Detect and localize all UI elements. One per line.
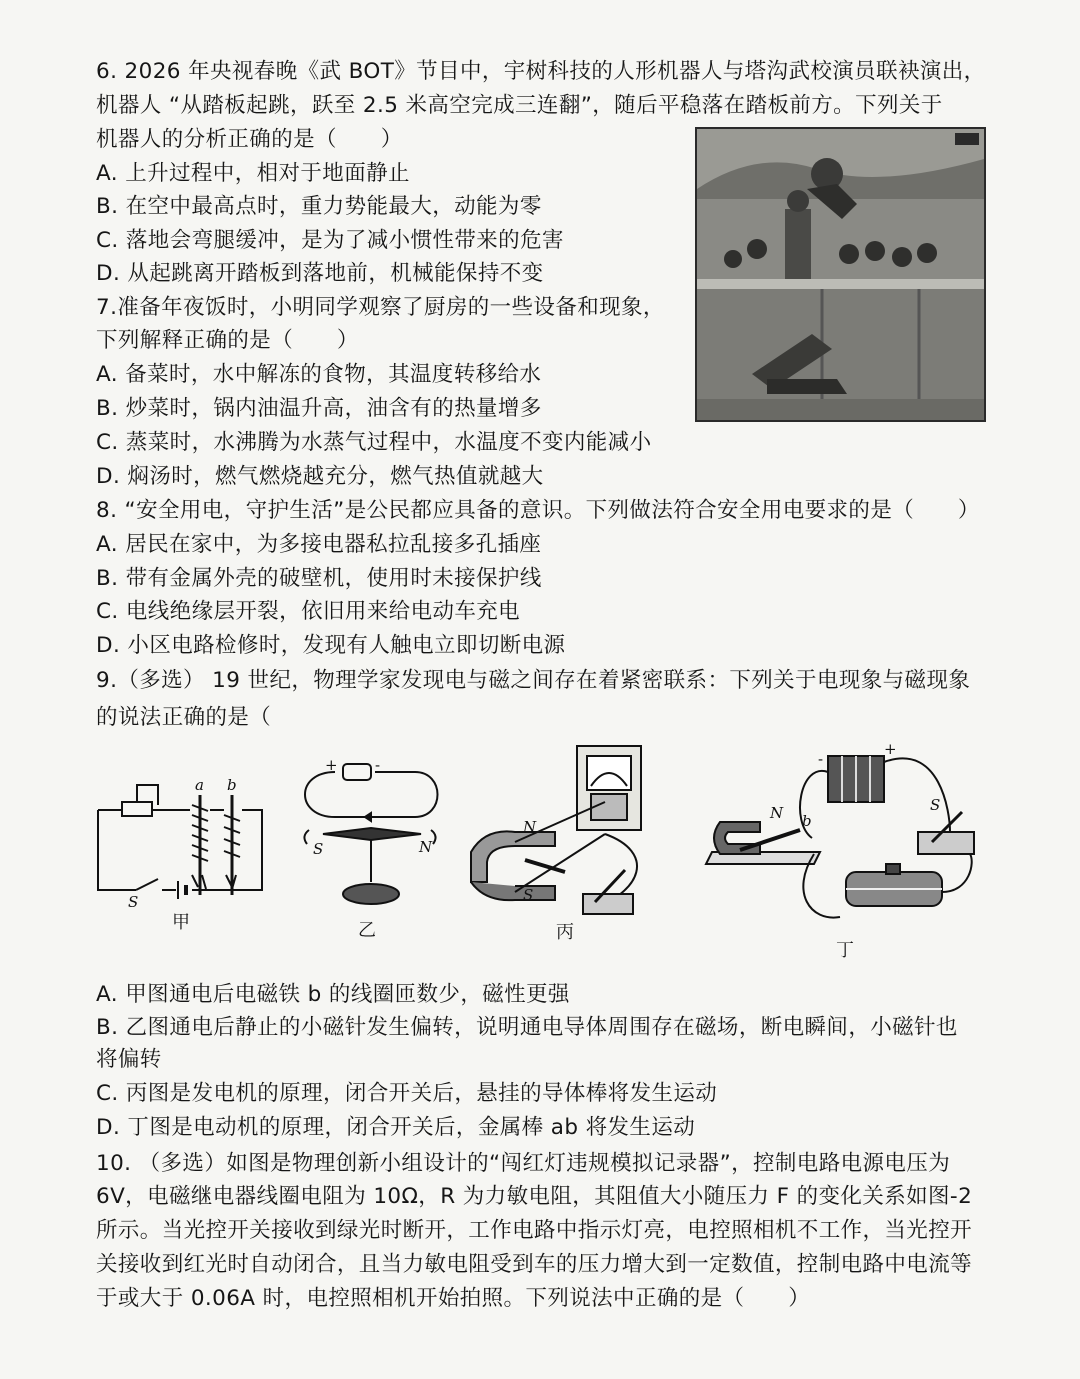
- q10-stem-line-4: 关接收到红光时自动闭合，且当力敏电阻受到车的压力增大到一定数值，控制电路中电流等: [96, 1252, 973, 1277]
- figure-bing-caption: 丙: [556, 922, 574, 943]
- q7-stem-line-2: 下列解释正确的是（ ）: [96, 328, 359, 353]
- q6-option-a: A. 上升过程中，相对于地面静止: [96, 161, 410, 186]
- q10-stem-line-2: 6V，电磁继电器线圈电阻为 10Ω，R 为力敏电阻，其阻值大小随压力 F 的变化关系如图-2: [96, 1184, 973, 1209]
- figure-bing-label-s: S: [523, 886, 534, 904]
- q9-stem-line-2: 的说法正确的是（: [96, 705, 272, 730]
- figure-bing-induction-setup: [465, 742, 675, 922]
- q8-option-c: C. 电线绝缘层开裂，依旧用来给电动车充电: [96, 599, 521, 624]
- q6-stem-line-3: 机器人的分析正确的是（ ）: [96, 127, 403, 152]
- figure-jia-electromagnet-circuit: [92, 775, 272, 915]
- q9-option-d: D. 丁图是电动机的原理，闭合开关后，金属棒 ab 将发生运动: [96, 1115, 696, 1140]
- q6-option-d: D. 从起跳离开踏板到落地前，机械能保持不变: [96, 261, 544, 286]
- q6-option-b: B. 在空中最高点时，重力势能最大，动能为零: [96, 194, 542, 219]
- robot-performance-photo: [695, 127, 986, 422]
- q7-option-b: B. 炒菜时，锅内油温升高，油含有的热量增多: [96, 396, 542, 421]
- figure-jia-label-s: S: [128, 893, 139, 911]
- q9-option-b-continued: 将偏转: [96, 1047, 162, 1072]
- q7-stem-line-1: 7.准备年夜饭时，小明同学观察了厨房的一些设备和现象，: [96, 295, 665, 320]
- figure-yi-label-s: S: [313, 840, 324, 858]
- q10-stem-line-1: 10. （多选）如图是物理创新小组设计的“闯红灯违规模拟记录器”，控制电路电源电压为: [96, 1151, 951, 1176]
- figure-jia-label-b: b: [227, 776, 237, 794]
- q8-option-b: B. 带有金属外壳的破壁机，使用时未接保护线: [96, 566, 542, 591]
- q6-stem-line-1: 6. 2026 年央视春晚《武 BOT》节目中，宇树科技的人形机器人与塔沟武校演员联袂演出，: [96, 59, 986, 84]
- figure-ding-label-n: N: [770, 804, 784, 822]
- q9-option-a: A. 甲图通电后电磁铁 b 的线圈匝数少，磁性更强: [96, 982, 570, 1007]
- figure-bing-label-n: N: [523, 818, 537, 836]
- figure-yi-plus: +: [325, 756, 338, 774]
- figure-yi-caption: 乙: [358, 920, 376, 941]
- q8-stem: 8. “安全用电，守护生活”是公民都应具备的意识。下列做法符合安全用电要求的是（ ）: [96, 498, 980, 523]
- q10-stem-line-5: 于或大于 0.06A 时，电控照相机开始拍照。下列说法中正确的是（ ）: [96, 1286, 811, 1311]
- figure-yi-minus: -: [375, 756, 381, 774]
- figure-ding-label-b: b: [802, 812, 812, 830]
- figure-ding-label-s: S: [930, 796, 941, 814]
- q8-option-a: A. 居民在家中，为多接电器私拉乱接多孔插座: [96, 532, 542, 557]
- figure-ding-caption: 丁: [836, 940, 854, 961]
- q10-stem-line-3: 所示。当光控开关接收到绿光时断开，工作电路中指示灯亮，电控照相机不工作，当光控开: [96, 1218, 973, 1243]
- q9-stem-line-1: 9.（多选） 19 世纪，物理学家发现电与磁之间存在着紧密联系：下列关于电现象与磁现象: [96, 668, 971, 693]
- figure-ding-minus: -: [818, 750, 824, 768]
- figure-jia-label-a: a: [195, 776, 204, 794]
- q9-option-c: C. 丙图是发电机的原理，闭合开关后，悬挂的导体棒将发生运动: [96, 1081, 718, 1106]
- figure-ding-motor-setup: [700, 742, 985, 932]
- figure-jia-caption: 甲: [172, 912, 190, 933]
- q6-option-c: C. 落地会弯腿缓冲，是为了减小惯性带来的危害: [96, 228, 564, 253]
- figure-ding-plus: +: [884, 742, 897, 758]
- q6-stem-line-2: 机器人 “从踏板起跳，跃至 2.5 米高空完成三连翻”，随后平稳落在踏板前方。下列关于: [96, 93, 943, 118]
- q9-option-b: B. 乙图通电后静止的小磁针发生偏转，说明通电导体周围存在磁场，断电瞬间，小磁针也: [96, 1015, 958, 1040]
- q7-option-a: A. 备菜时，水中解冻的食物，其温度转移给水: [96, 362, 542, 387]
- q7-option-d: D. 焖汤时，燃气燃烧越充分，燃气热值就越大: [96, 464, 544, 489]
- figure-yi-label-n: N: [419, 838, 433, 856]
- q8-option-d: D. 小区电路检修时，发现有人触电立即切断电源: [96, 633, 566, 658]
- figure-yi-oersted-experiment: [295, 752, 455, 912]
- q7-option-c: C. 蒸菜时，水沸腾为水蒸气过程中，水温度不变内能减小: [96, 430, 652, 455]
